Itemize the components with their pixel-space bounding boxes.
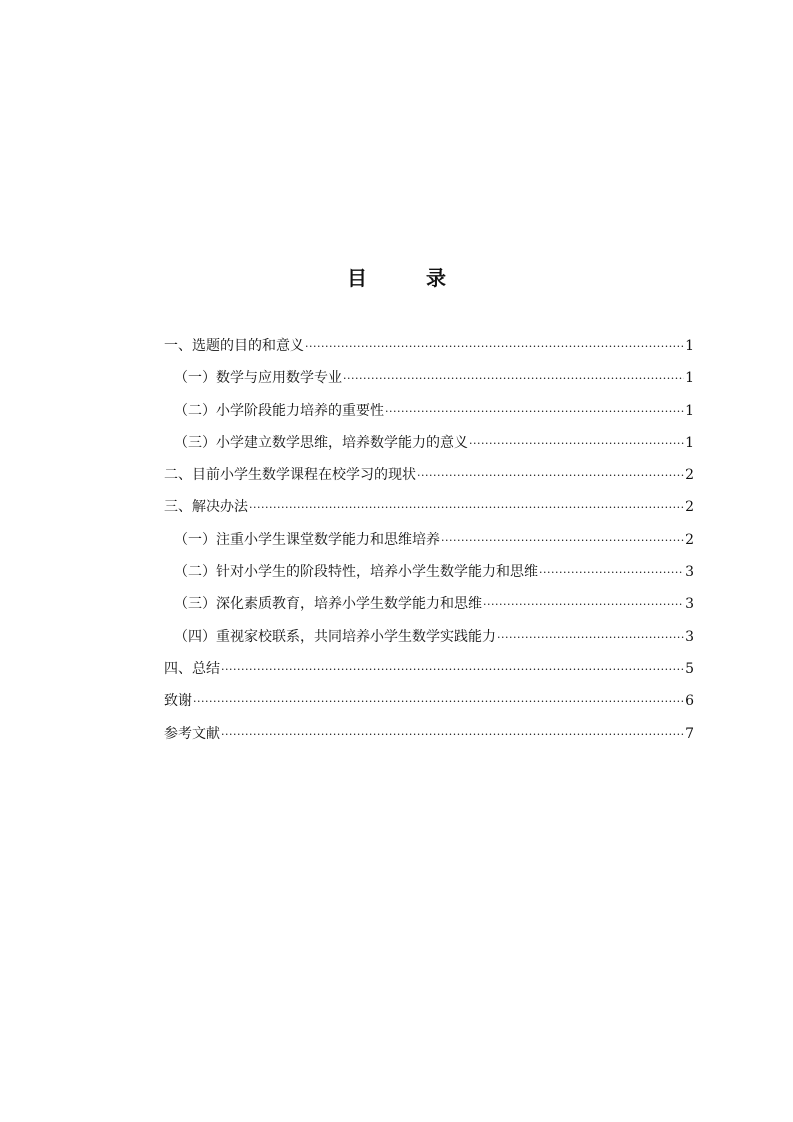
toc-entry[interactable] bbox=[164, 366, 694, 398]
toc-dot-leader bbox=[343, 367, 684, 391]
toc-page-number: 2 bbox=[685, 467, 694, 484]
toc-page-number: 2 bbox=[685, 531, 694, 548]
toc-entry-text: （二）小学阶段能力培养的重要性 bbox=[174, 402, 384, 419]
toc-entry-text: （一）注重小学生课堂数学能力和思维培养 bbox=[174, 531, 440, 548]
toc-page-number: 1 bbox=[685, 434, 694, 451]
toc-entry[interactable] bbox=[164, 657, 694, 689]
toc-entry[interactable] bbox=[164, 495, 694, 527]
toc-entry-text: （三）小学建立数学思维，培养数学能力的意义 bbox=[174, 434, 468, 451]
toc-entry[interactable] bbox=[164, 560, 694, 592]
toc-entry-text: （三）深化素质教育，培养小学生数学能力和思维 bbox=[174, 596, 482, 613]
toc-page-number: 1 bbox=[685, 370, 694, 387]
toc-entry-text: （二）针对小学生的阶段特性，培养小学生数学能力和思维 bbox=[174, 564, 538, 581]
toc-page-number: 3 bbox=[685, 596, 694, 613]
toc-dot-leader bbox=[249, 496, 684, 520]
toc-dot-leader bbox=[441, 529, 684, 553]
toc-entry[interactable] bbox=[164, 592, 694, 624]
toc-page-number: 7 bbox=[685, 725, 694, 742]
toc-entry-text: 参考文献 bbox=[164, 725, 220, 742]
toc-page-number: 3 bbox=[685, 628, 694, 645]
toc-page-number: 5 bbox=[685, 660, 694, 677]
toc-entry-text: 一、选题的目的和意义 bbox=[164, 338, 304, 354]
toc-dot-leader bbox=[497, 626, 684, 650]
toc-dot-leader bbox=[221, 723, 684, 747]
toc-entry[interactable] bbox=[164, 463, 694, 495]
toc-dot-leader bbox=[221, 658, 684, 682]
toc-entry-text: 三、解决办法 bbox=[164, 499, 248, 516]
toc-dot-leader bbox=[417, 464, 684, 488]
toc-entry-text: 二、目前小学生数学课程在校学习的现状 bbox=[164, 467, 416, 484]
toc-page-number: 1 bbox=[685, 402, 694, 419]
toc-dot-leader bbox=[385, 400, 684, 424]
toc-list bbox=[164, 334, 694, 754]
toc-dot-leader bbox=[539, 561, 684, 585]
toc-entry[interactable] bbox=[164, 625, 694, 657]
toc-entry[interactable] bbox=[164, 431, 694, 463]
toc-dot-leader bbox=[193, 690, 684, 714]
toc-dot-leader bbox=[483, 593, 684, 617]
toc-entry-text: （一）数学与应用数学专业 bbox=[174, 370, 342, 387]
toc-entry-text: （四）重视家校联系，共同培养小学生数学实践能力 bbox=[174, 628, 496, 645]
toc-title: 目 录 bbox=[347, 266, 472, 290]
toc-entry[interactable] bbox=[164, 722, 694, 754]
toc-entry[interactable] bbox=[164, 689, 694, 721]
toc-page-number: 1 bbox=[685, 338, 694, 354]
toc-page-number: 6 bbox=[685, 693, 694, 710]
toc-dot-leader bbox=[305, 335, 684, 359]
toc-page-number: 2 bbox=[685, 499, 694, 516]
toc-page-number: 3 bbox=[685, 564, 694, 581]
toc-entry[interactable] bbox=[164, 528, 694, 560]
toc-entry[interactable] bbox=[164, 334, 694, 366]
toc-entry-text: 致谢 bbox=[164, 693, 192, 710]
toc-entry-text: 四、总结 bbox=[164, 660, 220, 677]
toc-entry[interactable] bbox=[164, 399, 694, 431]
toc-dot-leader bbox=[469, 432, 684, 456]
